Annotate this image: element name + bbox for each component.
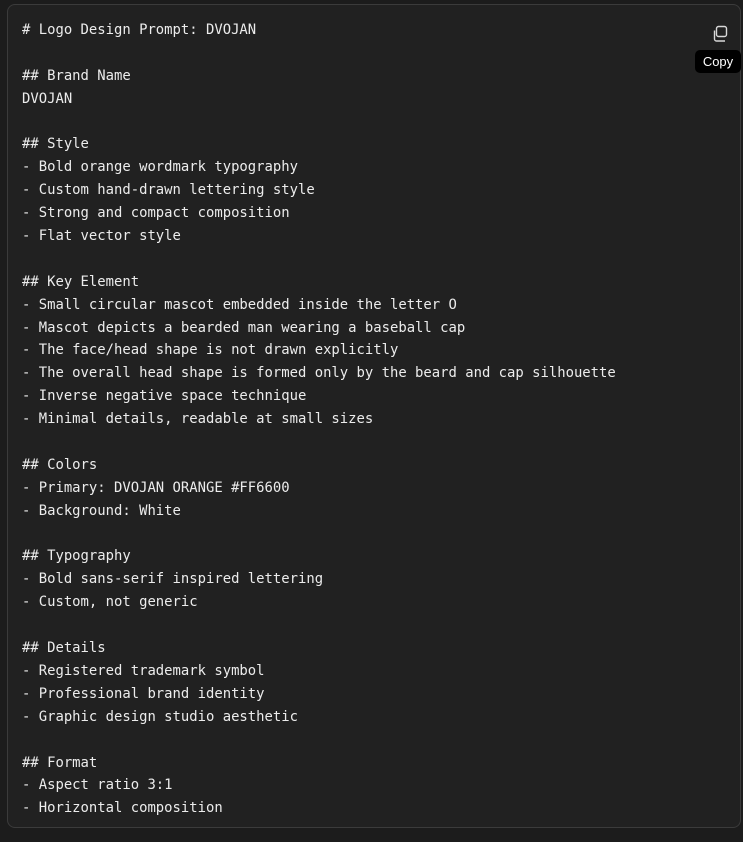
code-line: - Registered trademark symbol (22, 662, 265, 679)
code-line: - Flat vector style (22, 228, 181, 245)
code-block (7, 4, 741, 828)
code-line (22, 42, 616, 65)
code-line: - Horizontal composition (22, 800, 223, 817)
code-line: ## Colors (22, 456, 98, 473)
code-line: - The overall head shape is formed only by the beard and cap silhouette (22, 365, 616, 382)
code-line: ## Brand Name (22, 67, 131, 84)
code-line: ## Style (22, 136, 89, 153)
copy-tooltip: Copy (695, 50, 741, 73)
code-line: - The face/head shape is not drawn explicitly (22, 342, 399, 359)
code-line: ## Key Element (22, 273, 140, 290)
code-line: - Bold sans-serif inspired lettering (22, 571, 324, 588)
code-line (22, 248, 616, 271)
code-line: - Custom hand-drawn lettering style (22, 182, 315, 199)
code-line: ## Details (22, 640, 106, 657)
code-line: - Primary: DVOJAN ORANGE #FF6600 (22, 479, 290, 496)
code-line: - Bold orange wordmark typography (22, 159, 298, 176)
copy-icon-glyph (711, 25, 729, 43)
code-line: ## Typography (22, 548, 131, 565)
code-line: # Logo Design Prompt: DVOJAN (22, 22, 257, 38)
code-line: - Mascot depicts a bearded man wearing a baseball cap (22, 319, 466, 336)
code-line: - Professional brand identity (22, 685, 265, 702)
code-line: DVOJAN (22, 90, 73, 107)
code-line: - Strong and compact composition (22, 205, 290, 222)
code-line (22, 729, 616, 752)
code-line (22, 111, 616, 134)
code-line: - Minimal details, readable at small sizes (22, 411, 374, 428)
copy-icon[interactable] (711, 25, 729, 43)
code-line: - Background: White (22, 502, 181, 519)
code-line: - Graphic design studio aesthetic (22, 708, 298, 725)
code-line: - Small circular mascot embedded inside the letter O (22, 296, 457, 313)
code-line: - Inverse negative space technique (22, 388, 307, 405)
code-line: ## Format (22, 754, 98, 771)
code-line: - Aspect ratio 3:1 (22, 777, 173, 794)
code-line (22, 614, 616, 637)
code-content (22, 19, 616, 820)
code-line (22, 431, 616, 454)
code-line: - Custom, not generic (22, 594, 198, 611)
code-line (22, 523, 616, 546)
